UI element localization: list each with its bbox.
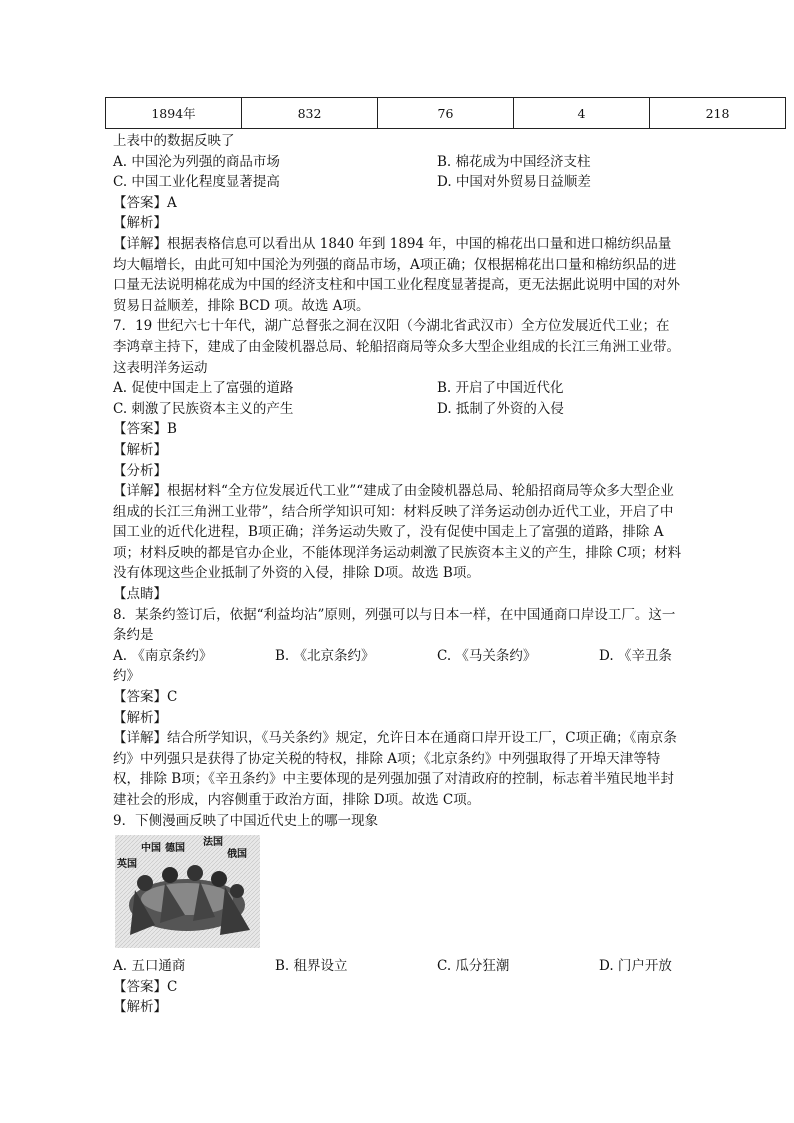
- answer-label: 【答案】B: [113, 421, 177, 438]
- option-d: D. 中国对外贸易日益顺差: [437, 174, 591, 191]
- detail-text: 【详解】结合所学知识，《马关条约》规定，允许日本在通商口岸开设工厂，C项正确；《南京条约》中列强只是获得了协定关税的特权，排除 A项；《北京条约》中列强取得了开埠天津等特权，排除 B项；《辛丑条约》中主要体现的是列强加强了对清政府的控制，标志着半殖民地半封建社会的形成，内容侧重于政治方面，排除 D项。故选 C项。: [113, 730, 677, 808]
- option-b: B. 棉花成为中国经济支柱: [437, 153, 591, 170]
- option-c: C. 刺激了民族资本主义的产生: [113, 400, 294, 417]
- table-row: [106, 98, 786, 129]
- question-content: [113, 131, 683, 1018]
- option-c: C. 《马关条约》: [437, 647, 537, 664]
- question-stem: 7．19 世纪六七十年代，湖广总督张之洞在汉阳（今湖北省武汉市）全方位发展近代工业；在李鸿章主持下，建成了由金陵机器总局、轮船招商局等众多大型企业组成的长江三角洲工业带。这表明洋务运动: [113, 318, 680, 376]
- cartoon-label-britain: 英国: [117, 859, 137, 871]
- cartoon-image: [115, 835, 260, 948]
- options-row: [113, 646, 683, 667]
- table-cell-year: 1894年: [106, 98, 242, 129]
- fenxi-label: 【分析】: [113, 462, 167, 479]
- analysis-label: 【解析】: [113, 215, 167, 232]
- question-stem: 8．某条约签订后，依据“利益均沾”原则，列强可以与日本一样，在中国通商口岸设工厂。这一条约是: [113, 606, 676, 644]
- option-a: A. 中国沦为列强的商品市场: [113, 153, 280, 170]
- question-intro: 上表中的数据反映了: [113, 133, 235, 149]
- option-b: B. 开启了中国近代化: [437, 380, 564, 397]
- option-d: D. 门户开放: [599, 958, 672, 975]
- answer-label: 【答案】A: [113, 194, 177, 211]
- data-table: [105, 97, 786, 129]
- option-c: C. 瓜分狂潮: [437, 958, 510, 975]
- option-a: A. 《南京条约》: [113, 647, 213, 664]
- option-a: A. 五口通商: [113, 958, 186, 975]
- detail-text: 【详解】根据表格信息可以看出从 1840 年到 1894 年，中国的棉花出口量和进口棉纺织品量均大幅增长，由此可知中国沦为列强的商品市场，A项正确；仅根据棉花出口量和棉纺织品的进口量无法说明棉花成为中国的经济支柱和中国工业化程度显著提高，更无法据此说明中国的对外贸易日益顺差，排除 BCD 项。故选 A项。: [113, 235, 680, 314]
- options-row: [113, 956, 683, 977]
- answer-label: 【答案】C: [113, 978, 178, 995]
- option-d: D. 抵制了外资的入侵: [437, 400, 564, 417]
- cartoon-label-russia: 俄国: [227, 849, 247, 861]
- cartoon-label-france: 法国: [203, 837, 223, 849]
- dianjing-label: 【点睛】: [113, 586, 167, 603]
- table-cell: 76: [378, 98, 514, 129]
- answer-label: 【答案】C: [113, 689, 178, 706]
- detail-text: 【详解】根据材料“全方位发展近代工业”“建成了由金陵机器总局、轮船招商局等众多大型企业组成的长江三角洲工业带”，结合所学知识可知：材料反映了洋务运动创办近代工业，开启了中国工业的近代化进程，B项正确；洋务运动失败了，没有促使中国走上了富强的道路，排除 A项；材料反映的都是官办企业，不能体现洋务运动刺激了民族资本主义的产生，排除 C项；材料没有体现这些企业抵制了外资的入侵，排除 D项。故选 B项。: [113, 483, 682, 582]
- option-b: B. 租界设立: [275, 958, 348, 975]
- options-row: [113, 172, 683, 193]
- table-cell: 218: [650, 98, 786, 129]
- table-cell: 832: [242, 98, 378, 129]
- analysis-label: 【解析】: [113, 441, 167, 458]
- cartoon-label-china: 中国: [141, 843, 161, 855]
- analysis-label: 【解析】: [113, 999, 167, 1016]
- option-a: A. 促使中国走上了富强的道路: [113, 380, 294, 397]
- options-row: [113, 378, 683, 399]
- question-stem: 9．下侧漫画反映了中国近代史上的哪一现象: [113, 812, 379, 829]
- table-cell: 4: [514, 98, 650, 129]
- option-c: C. 中国工业化程度显著提高: [113, 174, 280, 191]
- option-d: D. 《辛丑条: [599, 647, 672, 664]
- analysis-label: 【解析】: [113, 709, 167, 726]
- options-row: [113, 399, 683, 420]
- cartoon-label-germany: 德国: [165, 843, 185, 855]
- option-d-tail: 约》: [113, 668, 140, 685]
- option-b: B. 《北京条约》: [275, 647, 375, 664]
- options-row: [113, 152, 683, 173]
